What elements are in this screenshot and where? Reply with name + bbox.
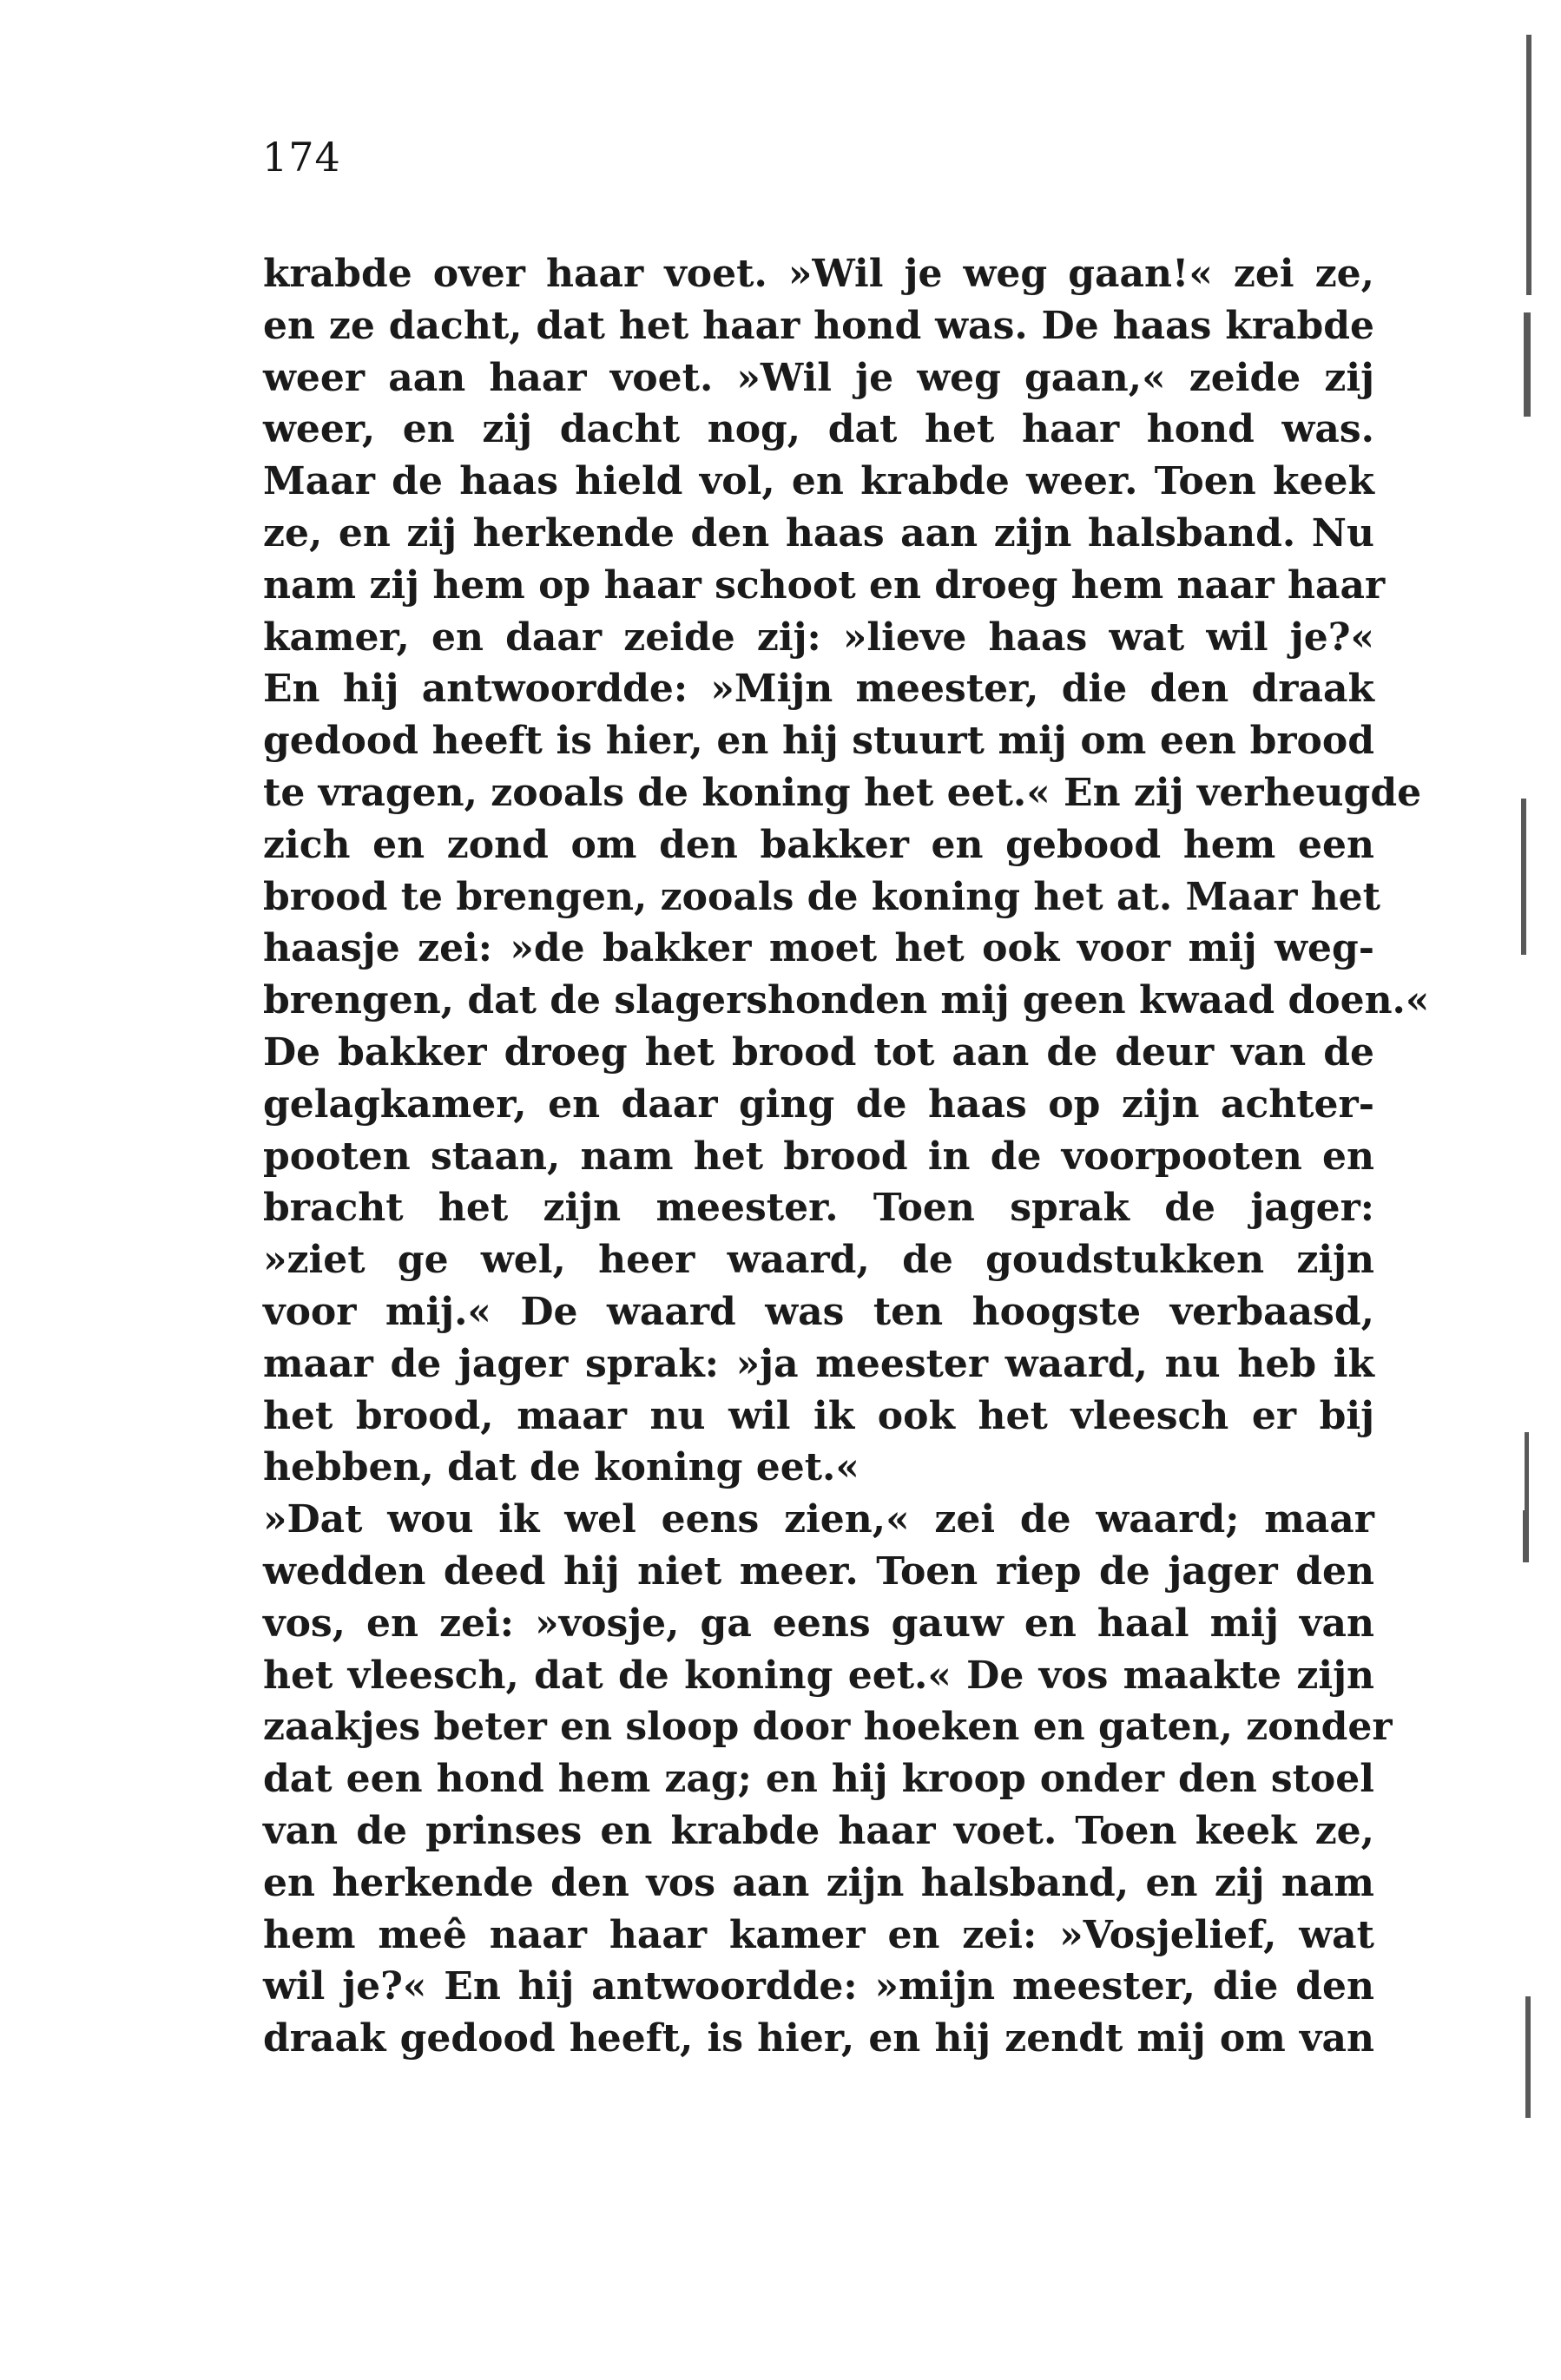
text-line: vos, en zei: »vosje, ga eens gauw en haal mij van: [263, 1601, 1374, 1646]
text-line: »Dat wou ik wel eens zien,« zei de waard; maar: [263, 1497, 1374, 1542]
text-line: hem meê naar haar kamer en zei: »Vosjelief, wat: [263, 1912, 1374, 1957]
text-line: dat een hond hem zag; en hij kroop onder den stoel: [263, 1757, 1374, 1802]
text-line: bracht het zijn meester. Toen sprak de jager:: [263, 1186, 1374, 1231]
text-line: maar de jager sprak: »ja meester waard, nu heb ik: [263, 1341, 1374, 1386]
text-line: haasje zei: »de bakker moet het ook voor mij weg-: [263, 926, 1374, 971]
text-line: weer, en zij dacht nog, dat het haar hond was.: [263, 407, 1374, 452]
scan-edge-artifact: [1526, 35, 1531, 295]
text-line: nam zij hem op haar schoot en droeg hem naar haar: [263, 562, 1386, 608]
text-line: het brood, maar nu wil ik ook het vleesch er bij: [263, 1393, 1374, 1438]
text-line: pooten staan, nam het brood in de voorpooten en: [263, 1134, 1374, 1179]
text-line: zaakjes beter en sloop door hoeken en gaten, zonder: [263, 1705, 1393, 1750]
text-line: wil je?« En hij antwoordde: »mijn meester, die den: [263, 1964, 1374, 2009]
text-line: en herkende den vos aan zijn halsband, en zij nam: [263, 1860, 1374, 1905]
scan-edge-artifact: [1525, 1432, 1529, 1510]
text-line: wedden deed hij niet meer. Toen riep de jager den: [263, 1548, 1374, 1594]
text-line: draak gedood heeft, is hier, en hij zendt mij om van: [263, 2016, 1374, 2061]
text-line: voor mij.« De waard was ten hoogste verbaasd,: [263, 1289, 1374, 1334]
body-text: [263, 248, 1430, 2065]
text-line: brood te brengen, zooals de koning het at. Maar het: [263, 874, 1380, 919]
text-line: Maar de haas hield vol, en krabde weer. Toen keek: [263, 459, 1374, 504]
text-line: en ze dacht, dat het haar hond was. De haas krabde: [263, 303, 1374, 348]
text-line: En hij antwoordde: »Mijn meester, die den draak: [263, 667, 1374, 712]
text-line: kamer, en daar zeide zij: »lieve haas wat wil je?«: [263, 615, 1374, 660]
text-line: zich en zond om den bakker en gebood hem een: [263, 822, 1374, 867]
text-line: ze, en zij herkende den haas aan zijn halsband. Nu: [263, 510, 1374, 556]
text-line: het vleesch, dat de koning eet.« De vos maakte zijn: [263, 1653, 1374, 1698]
text-line: De bakker droeg het brood tot aan de deur van de: [263, 1029, 1374, 1075]
text-line: weer aan haar voet. »Wil je weg gaan,« zeide zij: [263, 355, 1374, 400]
text-line: gelagkamer, en daar ging de haas op zijn achter-: [263, 1082, 1374, 1127]
text-line: »ziet ge wel, heer waard, de goudstukken zijn: [263, 1238, 1374, 1283]
text-line: krabde over haar voet. »Wil je weg gaan!« zei ze,: [263, 252, 1374, 296]
scan-edge-artifact: [1524, 312, 1531, 417]
page-number: 174: [262, 134, 341, 181]
text-line: brengen, dat de slagershonden mij geen kwaad doen.«: [263, 978, 1430, 1023]
text-line: te vragen, zooals de koning het eet.« En zij verheugde: [263, 770, 1422, 815]
text-line: van de prinses en krabde haar voet. Toen keek ze,: [263, 1808, 1374, 1853]
scan-edge-artifact: [1521, 799, 1526, 955]
scan-edge-artifact: [1523, 1510, 1529, 1562]
scan-edge-artifact: [1525, 1996, 1531, 2118]
text-line: hebben, dat de koning eet.«: [263, 1445, 860, 1490]
text-line: gedood heeft is hier, en hij stuurt mij om een brood: [263, 719, 1374, 764]
